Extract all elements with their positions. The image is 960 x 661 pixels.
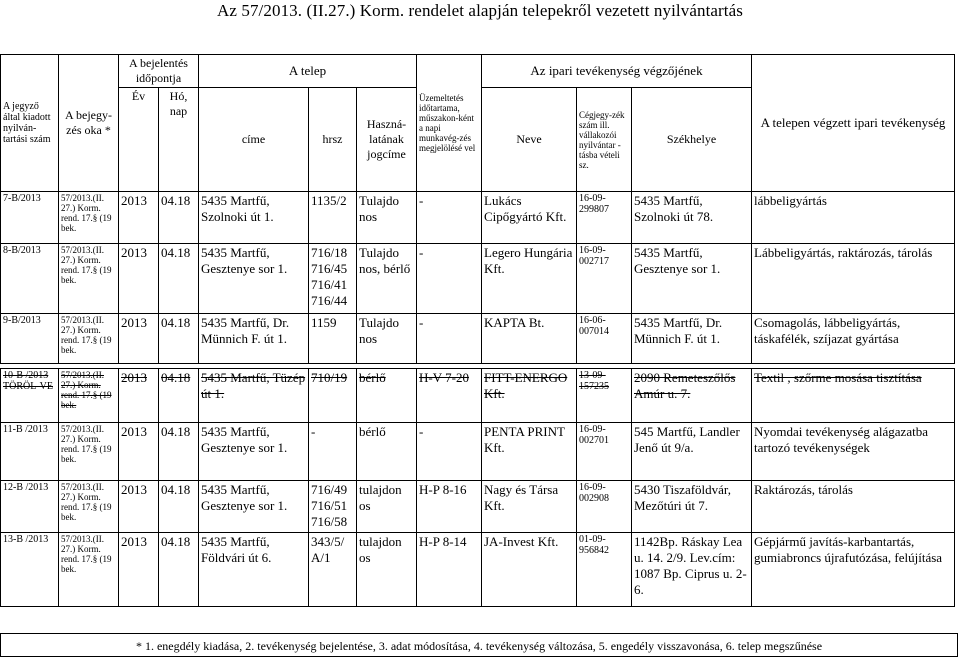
table-row bbox=[1, 192, 955, 244]
row-ceg: 16-09-002908 bbox=[577, 481, 632, 533]
row-hrsz: 343/5/ A/1 bbox=[309, 533, 357, 607]
row-cim: 5435 Martfű, Földvári út 6. bbox=[199, 533, 309, 607]
row-cim: 5435 Martfű, Gesztenye sor 1. bbox=[199, 244, 309, 314]
row-cim: 5435 Martfű, Gesztenye sor 1. bbox=[199, 481, 309, 533]
row-nap: 04.18 bbox=[159, 314, 199, 364]
table-row bbox=[1, 533, 955, 607]
row-ceg: 13-09-157235 bbox=[577, 369, 632, 423]
row-ok: 57/2013.(II. 27.) Korm. rend. 17.§ (19 bek. bbox=[59, 192, 119, 244]
row-tev: Textil , szőrme mosása tisztítása bbox=[752, 369, 955, 423]
row-nap: 04.18 bbox=[159, 244, 199, 314]
row-tev: lábbeligyártás bbox=[752, 192, 955, 244]
row-uzem: - bbox=[417, 314, 482, 364]
row-nev: KAPTA Bt. bbox=[482, 314, 577, 364]
row-hrsz: 716/49 716/51 716/58 bbox=[309, 481, 357, 533]
row-nev: Legero Hungária Kft. bbox=[482, 244, 577, 314]
row-tev: Gépjármű javítás-karbantartás, gumiabroncs újrafutózása, felújítása bbox=[752, 533, 955, 607]
row-szam: 13-B /2013 bbox=[1, 533, 59, 607]
row-ceg: 16-06-007014 bbox=[577, 314, 632, 364]
row-uzem: - bbox=[417, 423, 482, 481]
table-row bbox=[1, 423, 955, 481]
row-ev: 2013 bbox=[119, 244, 159, 314]
row-jogcim: tulajdon os bbox=[357, 533, 417, 607]
row-uzem: H-P 8-14 bbox=[417, 533, 482, 607]
row-hrsz: - bbox=[309, 423, 357, 481]
row-ceg: 16-09-002717 bbox=[577, 244, 632, 314]
row-jogcim: Tulajdo nos bbox=[357, 314, 417, 364]
row-ok: 57/2013.(II. 27.) Korm. rend. 17.§ (19 bek. bbox=[59, 423, 119, 481]
row-jogcim: tulajdon os bbox=[357, 481, 417, 533]
row-uzem: - bbox=[417, 244, 482, 314]
header-jogcim: Haszná-latának jogcíme bbox=[357, 88, 417, 192]
row-ceg: 01-09-956842 bbox=[577, 533, 632, 607]
row-ev: 2013 bbox=[119, 369, 159, 423]
header-telep: A telep bbox=[199, 55, 417, 88]
row-ok: 57/2013.(II. 27.) Korm. rend. 17.§ (19 bek. bbox=[59, 314, 119, 364]
row-ceg: 16-09-002701 bbox=[577, 423, 632, 481]
row-szekhely: 5430 Tiszaföldvár, Mezőtúri út 7. bbox=[632, 481, 752, 533]
table-row bbox=[1, 481, 955, 533]
row-hrsz: 1135/2 bbox=[309, 192, 357, 244]
row-uzem: H-V 7-20 bbox=[417, 369, 482, 423]
header-bejegyzes: A bejegy-zés oka * bbox=[59, 55, 119, 192]
row-nev: PENTA PRINT Kft. bbox=[482, 423, 577, 481]
header-honap: Hó, nap bbox=[159, 88, 199, 192]
row-ok: 57/2013.(II. 27.) Korm. rend. 17.§ (19 bek. bbox=[59, 369, 119, 423]
row-uzem: H-P 8-16 bbox=[417, 481, 482, 533]
row-nev: FITT-ENERGO Kft. bbox=[482, 369, 577, 423]
page-title: Az 57/2013. (II.27.) Korm. rendelet alapján telepekről vezetett nyilvántartás bbox=[216, 1, 743, 20]
header-tevekenyseg: A telepen végzett ipari tevékenység bbox=[752, 55, 955, 192]
header-ev: Év bbox=[119, 88, 159, 192]
row-hrsz: 710/19 bbox=[309, 369, 357, 423]
header-bejelentes: A bejelentés időpontja bbox=[119, 55, 199, 88]
row-nev: JA-Invest Kft. bbox=[482, 533, 577, 607]
table-row-deleted bbox=[1, 369, 955, 423]
row-szam: 8-B/2013 bbox=[1, 244, 59, 314]
header-uzemeltetes: Üzemeltetés időtartama, műszakon-ként a napi munkavég-zés megjelölésé vel bbox=[417, 55, 482, 192]
row-szam: 12-B /2013 bbox=[1, 481, 59, 533]
row-szam: 11-B /2013 bbox=[1, 423, 59, 481]
row-ok: 57/2013.(II. 27.) Korm. rend. 17.§ (19 bek. bbox=[59, 533, 119, 607]
row-szekhely: 5435 Martfű, Szolnoki út 78. bbox=[632, 192, 752, 244]
row-jogcim: Tulajdo nos bbox=[357, 192, 417, 244]
row-nap: 04.18 bbox=[159, 481, 199, 533]
table-row bbox=[1, 244, 955, 314]
row-ok: 57/2013.(II. 27.) Korm. rend. 17.§ (19 bek. bbox=[59, 244, 119, 314]
row-cim: 5435 Martfű, Gesztenye sor 1. bbox=[199, 423, 309, 481]
row-cim: 5435 Martfű, Szolnoki út 1. bbox=[199, 192, 309, 244]
row-jogcim: bérlő bbox=[357, 423, 417, 481]
row-ev: 2013 bbox=[119, 314, 159, 364]
row-szekhely: 5435 Martfű, Dr. Münnich F. út 1. bbox=[632, 314, 752, 364]
header-neve: Neve bbox=[482, 88, 577, 192]
header-jegyzo: A jegyző által kiadott nyilván-tartási szám bbox=[1, 55, 59, 192]
row-szekhely: 5435 Martfű, Gesztenye sor 1. bbox=[632, 244, 752, 314]
row-jogcim: bérlő bbox=[357, 369, 417, 423]
row-cim: 5435 Martfű, Tüzép út 1. bbox=[199, 369, 309, 423]
footer-legend: * 1. enegdély kiadása, 2. tevékenység bejelentése, 3. adat módosítása, 4. tevékenység változása, 5. engedély visszavonása, 6. telep megszűnése bbox=[0, 633, 958, 657]
register-table bbox=[0, 54, 955, 607]
row-nap: 04.18 bbox=[159, 192, 199, 244]
row-uzem: - bbox=[417, 192, 482, 244]
header-szekhelye: Székhelye bbox=[632, 88, 752, 192]
row-tev: Raktározás, tárolás bbox=[752, 481, 955, 533]
row-jogcim: Tulajdo nos, bérlő bbox=[357, 244, 417, 314]
table-row bbox=[1, 314, 955, 364]
row-hrsz: 1159 bbox=[309, 314, 357, 364]
header-cime: címe bbox=[199, 88, 309, 192]
row-tev: Nyomdai tevékenység alágazatba tartozó tevékenységek bbox=[752, 423, 955, 481]
row-szam: 7-B/2013 bbox=[1, 192, 59, 244]
row-szam: 10-B /2013 TÖRÖL-VE bbox=[1, 369, 59, 423]
row-ev: 2013 bbox=[119, 192, 159, 244]
row-cim: 5435 Martfű, Dr. Münnich F. út 1. bbox=[199, 314, 309, 364]
row-nev: Lukács Cipőgyártó Kft. bbox=[482, 192, 577, 244]
row-nev: Nagy és Társa Kft. bbox=[482, 481, 577, 533]
row-hrsz: 716/18 716/45 716/41 716/44 bbox=[309, 244, 357, 314]
header-hrsz: hrsz bbox=[309, 88, 357, 192]
row-ev: 2013 bbox=[119, 481, 159, 533]
row-szekhely: 545 Martfű, Landler Jenő út 9/a. bbox=[632, 423, 752, 481]
row-szekhely: 2090 Remeteszőlős Amúr u. 7. bbox=[632, 369, 752, 423]
row-ev: 2013 bbox=[119, 533, 159, 607]
header-cegjegyzek: Cégjegy-zék szám ill. vállakozói nyilvántar -tásba vételi sz. bbox=[577, 88, 632, 192]
row-szam: 9-B/2013 bbox=[1, 314, 59, 364]
row-ok: 57/2013.(II. 27.) Korm. rend. 17.§ (19 bek. bbox=[59, 481, 119, 533]
row-tev: Lábbeligyártás, raktározás, tárolás bbox=[752, 244, 955, 314]
row-ceg: 16-09-299807 bbox=[577, 192, 632, 244]
row-tev: Csomagolás, lábbeligyártás, táskafélék, szíjazat gyártása bbox=[752, 314, 955, 364]
row-nap: 04.18 bbox=[159, 369, 199, 423]
row-nap: 04.18 bbox=[159, 533, 199, 607]
row-szekhely: 1142Bp. Ráskay Lea u. 14. 2/9. Lev.cím: 1087 Bp. Ciprus u. 2-6. bbox=[632, 533, 752, 607]
header-ipari: Az ipari tevékenység végzőjének bbox=[482, 55, 752, 88]
row-nap: 04.18 bbox=[159, 423, 199, 481]
row-ev: 2013 bbox=[119, 423, 159, 481]
